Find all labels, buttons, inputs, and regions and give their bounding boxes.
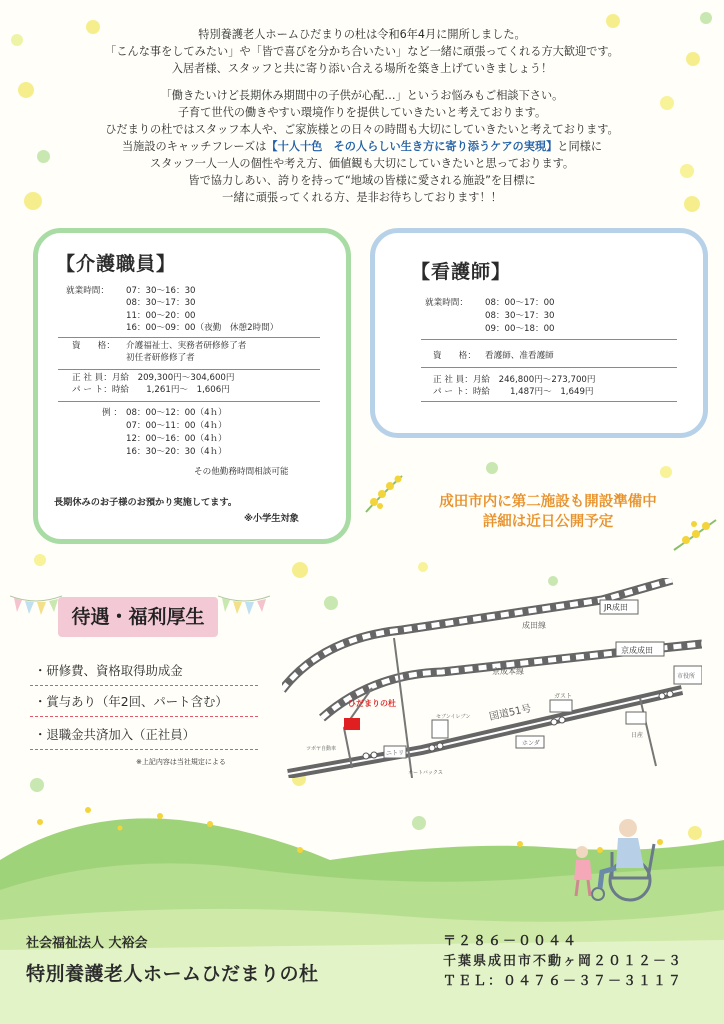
second-facility-notice <box>398 492 698 532</box>
decor-dot <box>486 462 498 474</box>
care-pay: 正 社 員：月給 209,300円〜304,600円 <box>72 373 235 383</box>
intro-line: 「こんな事をしてみたい」や「皆で喜びを分かち合いたい」など一緒に頑張ってくれる方大歓迎です。 <box>105 45 619 58</box>
access-map <box>282 578 702 778</box>
map-label-route51: 国道51号 <box>488 703 533 723</box>
catch-prefix: 当施設のキャッチフレーズは <box>121 140 267 153</box>
map-label-facility: ひだまりの杜 <box>348 699 396 708</box>
care-hours: 08：30〜17：30 <box>126 298 196 308</box>
intro-line: 「働きたいけど長期休み期間中の子供が心配…」というお悩みもご相談下さい。 <box>160 89 564 102</box>
address: 千葉県成田市不動ヶ岡２０１２－３ <box>443 954 684 969</box>
benefit-item: ・賞与あり（年2回、パート含む） <box>30 691 258 717</box>
divider <box>58 401 320 402</box>
care-example: 12：00〜16：00（4ｈ） <box>126 434 227 444</box>
nurse-pay: 正 社 員：月給 246,800円〜273,700円 <box>433 375 596 385</box>
intro-message <box>20 26 704 206</box>
care-other-note: その他勤務時間相談可能 <box>194 467 289 477</box>
catchphrase-line <box>20 138 704 155</box>
intro-line: 子育て世代の働きやすい環境作りを提供していきたいと考えております。 <box>177 106 547 119</box>
facility-name: 特別養護老人ホームひだまりの杜 <box>26 963 319 985</box>
nurse-card <box>370 228 708 438</box>
nurse-hours: 08：00〜17：00 <box>485 298 555 308</box>
intro-line: 特別養護老人ホームひだまりの杜は令和6年4月に開所しました。 <box>198 28 526 41</box>
map-label-gusto: ガスト <box>554 693 573 700</box>
phone-number[interactable]: ＴＥＬ：０４７６－３７－３１１７ <box>443 974 684 989</box>
intro-line: 皆で協力しあい、誇りを持って“地域の皆様に愛される施設”を目標に <box>188 174 536 187</box>
intro-line: 一緒に頑張ってくれる方、是非お待ちしております！！ <box>222 191 502 204</box>
map-label-keisei-line: 京成本線 <box>492 667 524 676</box>
decor-dot <box>34 554 46 566</box>
divider <box>421 367 677 368</box>
divider <box>421 339 677 340</box>
map-label-city-hall: 市役所 <box>677 673 696 680</box>
divider <box>58 369 320 370</box>
map-label-gs: ツボヤ自動車 <box>306 746 337 752</box>
map-label-autobacs: オートバックス <box>408 770 443 776</box>
gusto-building <box>550 700 572 712</box>
benefit-item: ・研修費、資格取得助成金 <box>30 660 258 686</box>
map-label-nitori: ニトリ <box>386 750 405 757</box>
childcare-target: ※小学生対象 <box>244 513 299 524</box>
care-example: 07：00〜11：00（4ｈ） <box>126 421 227 431</box>
example-label: 例 ： <box>102 408 122 418</box>
bunting-right-icon <box>218 592 270 622</box>
intro-line: スタッフ一人一人の個性や考え方、価値観も大切にしていきたいと思っております。 <box>149 157 575 170</box>
notice-line: 成田市内に第二施設も開設準備中 <box>439 494 657 510</box>
map-label-honda: ホンダ <box>522 740 540 747</box>
nurse-hours: 08：30〜17：30 <box>485 311 555 321</box>
care-pay: パ ー ト：時給 1,261円〜 1,606円 <box>72 385 230 395</box>
nurse-pay: パ ー ト：時給 1,487円〜 1,649円 <box>433 387 594 397</box>
nurse-hours: 09：00〜18：00 <box>485 324 555 334</box>
nissan-building <box>626 712 646 724</box>
qual-label: 資 格： <box>433 351 476 361</box>
notice-line: 詳細は近日公開予定 <box>482 514 614 530</box>
divider <box>421 401 677 402</box>
map-label-seven: セブンイレブン <box>436 714 471 720</box>
decor-dot <box>418 562 428 572</box>
qual-label: 資 格： <box>72 341 115 351</box>
postal-code: 〒２８６－００４４ <box>443 934 579 949</box>
care-example: 16：30〜20：30（4ｈ） <box>126 447 227 457</box>
benefit-item: ・退職金共済加入（正社員） <box>30 724 258 750</box>
map-label-nissan: 日産 <box>631 732 644 739</box>
map-label-narita-line: 成田線 <box>522 621 546 630</box>
wheelchair-illustration <box>568 808 668 904</box>
care-qual: 初任者研修修了者 <box>126 353 195 363</box>
decor-dot <box>660 466 672 478</box>
corporation-name: 社会福祉法人 大裕会 <box>26 936 148 951</box>
nurse-qual: 看護師、准看護師 <box>485 351 554 361</box>
care-example: 08：00〜12：00（4ｈ） <box>126 408 227 418</box>
care-title: 【介護職員】 <box>56 253 177 275</box>
catch-suffix: と同様に <box>557 140 603 153</box>
care-qual: 介護福祉士、実務者研修修了者 <box>126 341 247 351</box>
care-staff-card <box>33 228 351 544</box>
care-hours: 11：00〜20：00 <box>126 311 196 321</box>
divider <box>58 337 320 338</box>
benefits-footnote: ※上記内容は当社規定による <box>136 758 226 766</box>
map-label-keisei-narita: 京成成田 <box>621 646 653 655</box>
intro-line: ひだまりの杜ではスタッフ本人や、ご家族様との日々の時間も大切にしていきたいと考えております。 <box>105 123 619 136</box>
care-hours: 07：30〜16：30 <box>126 286 196 296</box>
benefits-title: 待遇・福利厚生 <box>58 597 218 637</box>
decor-dot <box>700 12 712 24</box>
care-hours: 16：00〜09：00（夜勤 休憩2時間） <box>126 323 279 333</box>
catchphrase: 【十人十色 その人らしい生き方に寄り添うケアの実現】 <box>266 140 558 153</box>
intro-line: 入居者様、スタッフと共に寄り添い合える場所を築き上げていきましょう！ <box>171 62 553 75</box>
decor-dot <box>292 562 308 578</box>
facility-marker <box>344 718 360 730</box>
seven-building <box>432 720 448 738</box>
map-label-jr: JR成田 <box>604 603 628 612</box>
nurse-title: 【看護師】 <box>411 261 512 283</box>
bunting-left-icon <box>10 592 62 622</box>
hours-label: 就業時間： <box>66 286 109 296</box>
hours-label: 就業時間： <box>425 298 468 308</box>
childcare-note: 長期休みのお子様のお預かり実施してます。 <box>54 497 238 508</box>
